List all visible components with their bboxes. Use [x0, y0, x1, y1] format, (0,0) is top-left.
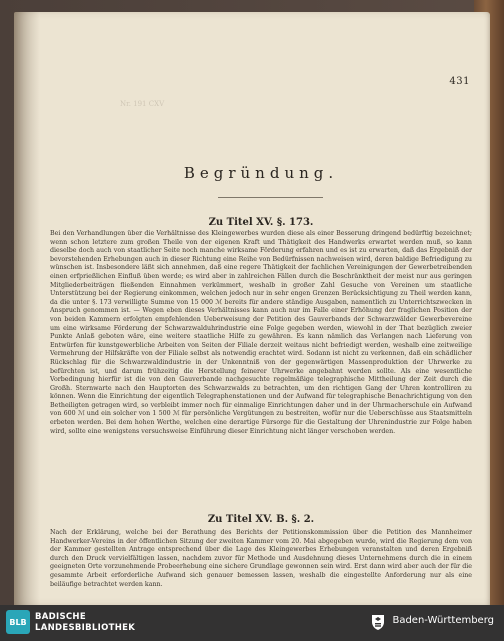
state-crest-icon — [370, 613, 386, 631]
body-paragraph-2: Nach der Erklärung, welche bei der Berathung des Berichts der Petitionskommission über die Petition des Mannheimer Handwerker-Vereins in der öffentlichen Sitzung der zweiten Kammer vom 20. Mai abgegeben wurde, wird die Regierung dem von der Kammer gestellten Antrage entsprechend über die Lage des Kleingewerbes Erhebungen veranstalten und deren Ergebniß durch den Druck vervielfältigen lassen, nachdem zuvor für Methode und Ausdehnung dieses Unternehmens durch die in einem geeigneten Orte vorzunehmende Probeerhebung eine sichere Grundlage gewonnen sein wird. Erst dann wird aber auch der für die gesammte Arbeit erforderliche Aufwand sich genauer bemessen lassen, weshalb die eingestellte Anforderung nur als eine beiläufige betrachtet werden kann. — [50, 529, 472, 588]
section-heading-1: Zu Titel XV. §. 173. — [208, 217, 314, 228]
bleed-through-text: Nr. 191 CXV — [120, 100, 165, 108]
library-name-line2: LANDESBIBLIOTHEK — [35, 623, 136, 633]
body-paragraph-1: Bei den Verhandlungen über die Verhältnisse des Kleingewerbes wurden diese als einer Besserung dringend bedürftig bezeichnet; wenn schon letztere zum großen Theile von der eigenen Kraft und Thätigkeit des Handwerks erwartet werden muß, so kann dieselbe doch auch von staatlicher Seite noch manche wirksame Förderung erfahren und es ist zu erwarten, daß das Ergebniß der bevorstehenden Erhebungen auch in dieser Richtung eine Reihe von Bedürfnissen nachweisen wird, deren baldige Befriedigung zu wünschen ist. Insbesondere läßt sich annehmen, daß eine regere Thätigkeit der fachlichen Vereinigungen der Gewerbetreibenden einen erfprießlichen Einfluß üben werde; es wird aber in zahlreichen Fällen durch die Beschränktheit der meist nur aus geringen Mitgliederbeiträgen fließenden Einnahmen verkümmert, weshalb in großer Zahl Gesuche von Vereinen um staatliche Unterstützung bei der Regierung einkommen, welchen jedoch nur in sehr engen Grenzen Berücksichtigung zu Theil werden kann, da die unter §. 173 verwilligte Summe von 15 000 ℳ bereits für andere ständige Ausgaben, namentlich zu Unterrichtszwecken in Anspruch genommen ist. — Wegen eben dieses Verhältnisses kann auch nur im Falle einer Erhöhung der fraglichen Position der von beiden Kammern erfolgten empfehlenden Ueberweisung der Petition des Gauverbands der Schwarzwälder Gewerbevereine um eine wirksame Förderung der Schwarzwalduhrindustrie eine Folge gegeben werden, wiewohl in der That bezüglich zweier Punkte Anlaß geboten wäre, eine weitere staatliche Hilfe zu gewähren. Es kann nämlich das Verlangen nach Lieferung von Entwürfen für kunstgewerbliche Arbeiten von Seiten der Filiale derzeit weitaus nicht befriedigt werden, weshalb eine zeitweilige Vermehrung der Hilfskräfte von der Filiale selbst als notwendig erachtet wird. Sodann ist nicht zu verkennen, daß ein schädlicher Rückschlag für die Schwarzwaldindustrie in der Unkenntniß von der gegenwärtigen Massenproduktion der Uhrwerke zu befürchten ist, und darum frühzeitig die Herstellung feinerer Uhrwerke angebahnt werden sollte. Als eine wesentliche Vorbedingung hierfür ist die von den Gauverbande nachgesuchte regelmäßige telegraphische Mittheilung der Zeit durch die Großh. Sternwarte nach den Hauptorten des Schwarzwalds zu betrachten, um den richtigen Gang der Uhren kontrolliren zu können. Wenn die Einrichtung der eigentlich Telegraphenstationen und der Aufwand für telegraphische Benachrichtigung von den Betheiligten getragen wird, so verbleibt immer noch für einmalige Einrichtungen daher und in der Uhrmacherschule ein Aufwand von 600 ℳ und ein solcher von 1 500 ℳ für persönliche Vergütungen zu bestreiten, wofür nur die Ueberschüsse aus Staatsmitteln erbeten werden. Bei dem hohen Werthe, welchen eine derartige Fürsorge für die Gestaltung der Uhrenindustrie zur Folge haben wird, sollte eine wenigstens versuchsweise Einführung dieser Einrichtung nicht länger verschoben werden. — [50, 230, 472, 435]
title-rule — [218, 197, 323, 198]
footer-bar — [0, 605, 504, 641]
library-name[interactable] — [35, 612, 135, 634]
page-gutter-shadow — [14, 12, 40, 605]
state-label[interactable]: Baden-Württemberg — [392, 615, 494, 626]
page-number: 431 — [449, 76, 470, 87]
book-page — [14, 12, 490, 605]
blb-logo-label: BLB — [9, 617, 27, 627]
section-heading-2: Zu Titel XV. B. §. 2. — [207, 514, 315, 525]
page-title: Begründung. — [183, 164, 339, 182]
library-name-line1: BADISCHE — [35, 612, 86, 622]
blb-logo[interactable] — [6, 610, 30, 634]
page-content — [50, 12, 472, 605]
